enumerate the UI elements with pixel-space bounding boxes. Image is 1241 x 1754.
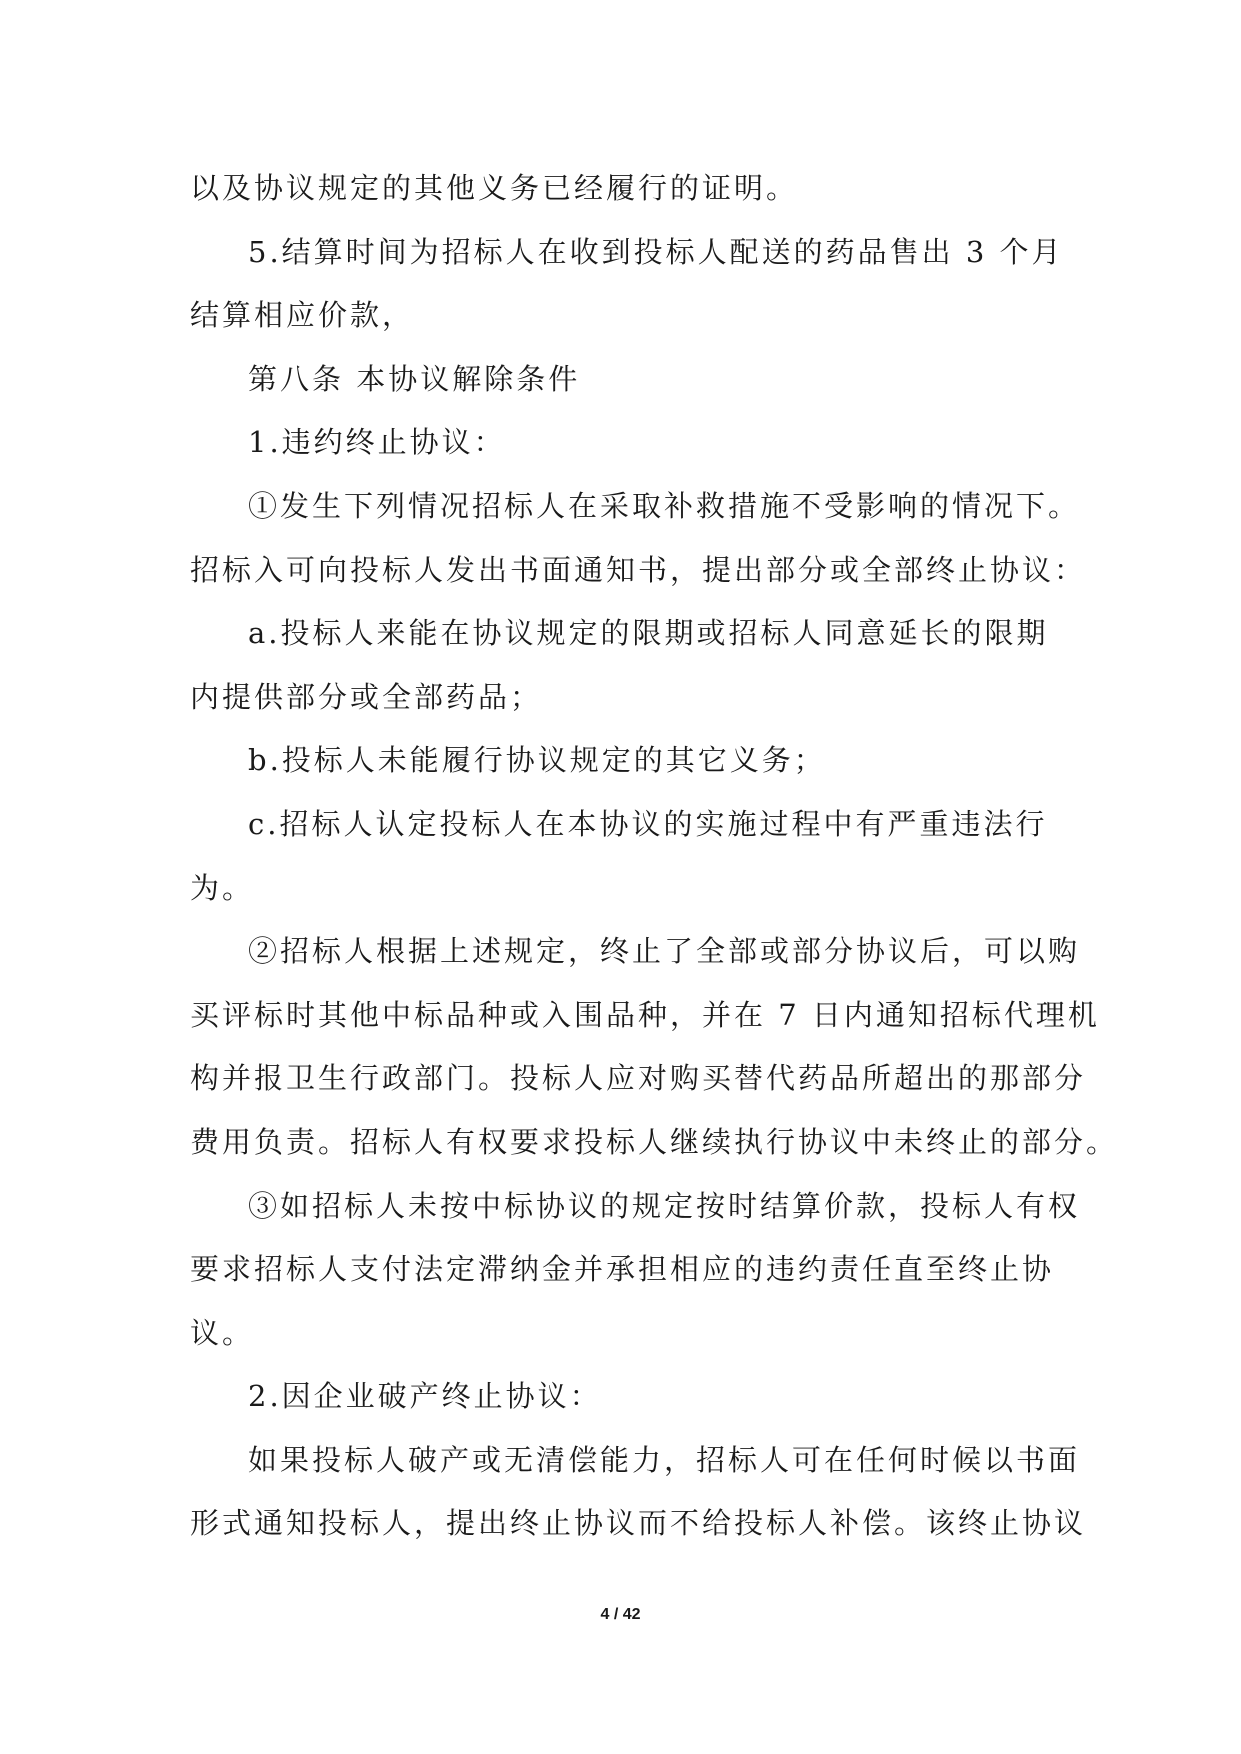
text-line: 2.因企业破产终止协议： xyxy=(248,1379,602,1414)
text-line: 要求招标人支付法定滞纳金并承担相应的违约责任直至终止协 xyxy=(190,1252,1055,1287)
document-body xyxy=(190,158,1119,1557)
text-line: 形式通知投标人，提出终止协议而不给投标人补偿。该终止协议 xyxy=(190,1506,1087,1541)
text-line: c.招标人认定投标人在本协议的实施过程中有严重违法行 xyxy=(248,806,1048,841)
text-line: 议。 xyxy=(190,1315,255,1350)
text-line: 以及协议规定的其他义务已经履行的证明。 xyxy=(190,171,799,205)
text-line: 结算相应价款， xyxy=(190,298,415,333)
text-line: 招标入可向投标人发出书面通知书，提出部分或全部终止协议： xyxy=(190,552,1087,587)
text-line: 费用负责。招标人有权要求投标人继续执行协议中未终止的部分。 xyxy=(190,1124,1119,1159)
text-line: ③如招标人未按中标协议的规定按时结算价款，投标人有权 xyxy=(248,1188,1081,1223)
text-line: 5.结算时间为招标人在收到投标人配送的药品售出 3 个月 xyxy=(248,234,1064,269)
page-number: 4 / 42 xyxy=(600,1606,641,1623)
text-line: 为。 xyxy=(190,870,255,905)
text-line: 如果投标人破产或无清偿能力，招标人可在任何时候以书面 xyxy=(248,1442,1081,1477)
text-line: ②招标人根据上述规定，终止了全部或部分协议后，可以购 xyxy=(248,934,1081,969)
text-line: a.投标人来能在协议规定的限期或招标人同意延长的限期 xyxy=(248,616,1049,651)
text-line: 买评标时其他中标品种或入围品种，并在 7 日内通知招标代理机 xyxy=(190,997,1100,1032)
section-heading: 第八条 本协议解除条件 xyxy=(248,361,581,396)
text-line: 内提供部分或全部药品； xyxy=(190,679,543,714)
text-line: ①发生下列情况招标人在采取补救措施不受影响的情况下。 xyxy=(248,488,1081,523)
text-line: b.投标人未能履行协议规定的其它义务； xyxy=(248,743,826,778)
text-line: 1.违约终止协议： xyxy=(248,425,506,460)
text-line: 构并报卫生行政部门。投标人应对购买替代药品所超出的那部分 xyxy=(190,1061,1087,1096)
